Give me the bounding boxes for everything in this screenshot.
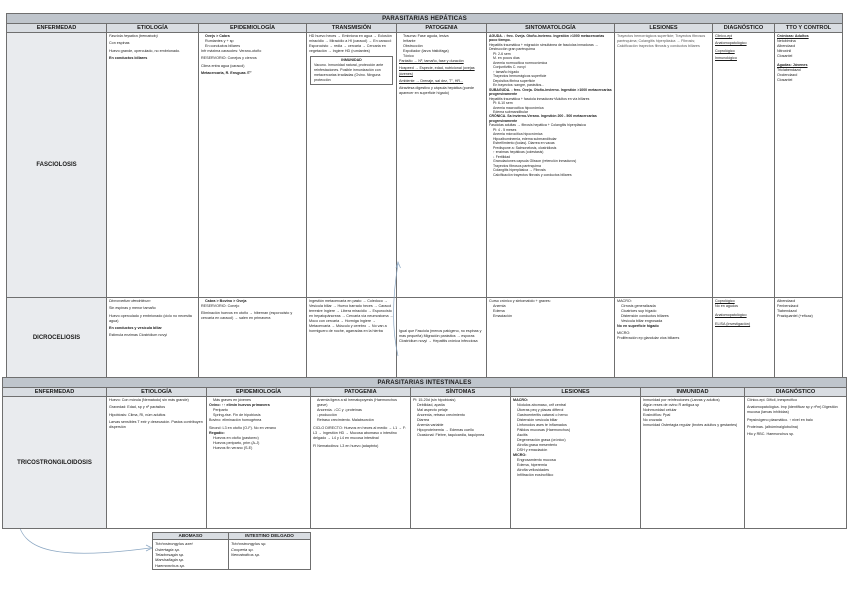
abomaso-species <box>153 540 229 570</box>
list-item: • ↑ enzimas hepáticas (colestasis) <box>493 150 612 154</box>
text-line: Dicrocoelium dendriticum <box>109 299 151 303</box>
list-item: • Distensión conductos biliares <box>621 314 710 319</box>
col-sintomas: SÍNTOMAS <box>411 388 511 397</box>
col-tto: TTO Y CONTROL <box>775 24 843 33</box>
text-line: Huevo: Con mórula (Nematodo) sin más grande) <box>109 398 189 402</box>
list-item: • Obstrucción <box>403 44 484 49</box>
list-item: • Cirrosis generalizada <box>621 304 710 309</box>
list-item: • Predispone a: Salmonelosis, clostridiosis <box>493 146 612 150</box>
text-line: Huevo grande, operculado, no embrionado. <box>109 48 181 53</box>
text-line: RESERVORIO: Conejos y ciervos <box>201 56 257 61</box>
patogenia-cell <box>311 397 411 529</box>
text-line: Coprológico <box>715 48 735 53</box>
text-line: Hto y RBC. Haemonchus sp. <box>747 432 795 437</box>
list-item: • En conductos biliares <box>205 44 304 49</box>
col-epidemiologia: EPIDEMIOLOGÍA <box>207 388 311 397</box>
list-item: • Anemia macrocítica hipocrómica <box>493 106 612 110</box>
list-item: • Tóxico <box>403 54 484 59</box>
text-line: Pl: 15-20d (sin hipobiosis) <box>413 398 456 402</box>
list-item: • Edema <box>493 309 612 314</box>
text-line: Huevo operculado y embrionado (ciclo no necesita agua) <box>109 313 192 323</box>
inmunidad-title: INMUNIDAD <box>341 58 362 63</box>
list-item: • Anorexia, retraso crecimiento <box>417 413 508 418</box>
text-line: Trayectos hemorrágicos superficie; Trayectos fibrosos parénquima; Colangitis hiperplásica → Fibrosis; Calcificación trayectos fibrosis y conductos biliares <box>617 34 706 49</box>
list-item: • ↑ tamaño hígado <box>493 70 612 74</box>
table-row <box>3 397 847 529</box>
inmunidad-cell <box>641 397 745 529</box>
col-patogenia: PATOGENIA <box>311 388 411 397</box>
text-line: MACRO: <box>617 299 632 303</box>
list-item: • M. en pocos días <box>493 56 612 60</box>
list-item: • Periparto <box>213 408 308 413</box>
text-line: Albendazol <box>777 299 796 303</box>
text-line: Inmunidad por reinfecciones (Larvas y adultos) <box>643 398 720 402</box>
patogenia-cell <box>397 33 487 298</box>
text-line: Parásito → Nº, tamaño, fase y duración <box>399 59 464 64</box>
text-line: Inmunidad Ostertagia regular (brotes adultos y gestantes) <box>643 423 738 428</box>
intestinal-title: PARASITARIAS INTESTINALES <box>3 378 847 388</box>
list-item: • ↓producción <box>317 413 408 418</box>
list-item: • Anemia ligera a sil hematopoyesis (Haemonchus grave) <box>317 398 408 408</box>
table-row <box>7 298 843 378</box>
hepatic-title: PARASITARIAS HEPÁTICAS <box>7 14 843 24</box>
text-line: Pepsinógeno plasmático. ↑ nivel en balo <box>747 417 813 422</box>
list-item: • Trayectos fibrosos parénquima <box>493 164 612 168</box>
text-line: RESERVORIO: Conejo <box>201 304 240 309</box>
text-line: No en agudos <box>715 304 738 309</box>
text-line: Anatomopatológica. Imp (identificar sp y nºm) Digestión mucosa (larvas inhibidas) <box>747 405 838 415</box>
list-item: • Cicatrices sup hígado <box>621 309 710 314</box>
text-line: Praziquantel (+eficaz) <box>777 314 813 319</box>
text-line: Atravlesa digestivo y cápsula hepática (puede aparecer en superficie hígado) <box>399 86 475 96</box>
list-item: • Linfonodos ases te inflamados <box>517 423 638 428</box>
text-line: Closantel <box>777 54 793 59</box>
list-item: • Anemia microcítica hipocrómica <box>493 132 612 136</box>
transmision-cell <box>307 298 397 378</box>
text-line: Albendazol <box>777 44 796 49</box>
list-item: • Expoliador (larva histiófaga) <box>403 49 484 54</box>
tto-cell <box>775 298 843 378</box>
hepatic-table <box>6 13 843 378</box>
text-line: Eliminación huevos en otoño → hibernan (esporocisto y cercaria en caracol) → salen en primavera <box>201 311 293 321</box>
lesiones-cell <box>511 397 641 529</box>
etiologia-cell <box>107 397 207 529</box>
text-line: Proteínas. (albúmina/globulina) <box>747 425 799 430</box>
text-line: Curso crónico y sintomatolo + graves: <box>489 299 551 303</box>
species-item: Marshallagia sp. <box>155 557 185 563</box>
text-line: Proliferación ep glandular ctos biliares <box>617 336 680 341</box>
col-diagnostico: DIAGNÓSTICO <box>745 388 847 397</box>
list-item: • Úlceras peq y placas difteroi <box>517 408 638 413</box>
list-item: • Ascitis <box>517 433 638 438</box>
col-inmunidad: INMUNIDAD <box>641 388 745 397</box>
patogenia-cell <box>397 298 487 378</box>
diagnostico-cell <box>713 298 775 378</box>
disease-name: FASCIOLOSIS <box>7 33 107 298</box>
list-item: • Debilidad, apatía <box>417 403 508 408</box>
list-item: • Trauma: Fase aguda, lesiva <box>403 34 484 39</box>
text-line: Hepatitis traumática + migración simultánea de fasciolas inmaduras → Destrucción gran parénquima <box>489 42 599 52</box>
diagnostico-cell <box>713 33 775 298</box>
text-line: Fasciola hepatica (trematodo) <box>109 34 158 38</box>
list-item: • Pl: 4 - 5 meses <box>493 128 612 132</box>
list-item: • Nódulos abomaso, orif central <box>517 403 638 408</box>
list-item: • Estreñimiento (todas). Diarrea en vacas <box>493 141 612 145</box>
col-etiologia: ETIOLOGÍA <box>107 388 207 397</box>
tto-cell <box>775 33 843 298</box>
list-item: • Ovejs > Cabra <box>205 34 304 39</box>
lesiones-cell <box>615 33 713 298</box>
table-row <box>7 33 843 298</box>
list-item: • Engrosamiento mucosa <box>517 458 638 463</box>
epidemiologia-cell <box>199 298 307 378</box>
list-item: • Anemia variable <box>417 423 508 428</box>
epidemiologia-cell <box>207 397 311 529</box>
text-line: FI Nematodirus: L3 en huevo (adaptnto) <box>313 443 379 448</box>
text-line: Ambiente → Drenaje, sal dez, T°, HR... <box>399 78 464 83</box>
col-diagnostico: DIAGNÓSTICO <box>713 24 775 33</box>
text-line: Triclabendazol <box>777 68 801 73</box>
list-item: • Más graves en jóvenes <box>213 398 308 403</box>
diagnostico-cell <box>745 397 847 529</box>
species-item: Ostertagia sp. <box>155 546 180 552</box>
text-line: Fasciolas adultas → fibrosis hepática + Colangitis hiperplásica <box>489 123 586 128</box>
text-line: Tiabendazol <box>777 309 797 314</box>
text-line: Sinond: L3 en otoño (O-F). No en verano <box>209 426 277 431</box>
text-line: Algún reses de ovino R antigua sp <box>643 403 700 408</box>
species-item: Nematodirus sp. <box>231 551 261 557</box>
text-line: Clinico-epi <box>715 34 733 38</box>
text-line: Larvas sensibles T extr y desecación. Pastos contribuyen dispersión <box>109 419 203 430</box>
list-item: • DSH y emaciación <box>517 448 638 453</box>
text-line: Closantel <box>777 78 793 83</box>
list-item: • Distensión vesícula biliar <box>517 418 638 423</box>
list-item: • Trayectos hemorrágicos superficie <box>493 74 612 78</box>
col-abomaso: ABOMASO <box>153 533 229 540</box>
list-item: • Degeneración grasa (crónico) <box>517 438 638 443</box>
text-line: En conductos biliares <box>109 55 148 60</box>
list-item: • Rumiantes y + sp <box>205 39 304 44</box>
species-item: Trichostrongylus axei <box>155 541 193 547</box>
list-item: • Spring-rise. Fin de hipobiosis <box>213 413 308 418</box>
intestino-species <box>229 540 311 570</box>
list-item: • Irritante <box>403 39 484 44</box>
species-item: Teladorsagia sp. <box>155 551 185 557</box>
list-item: • Calcificación trayectos fibrosis y conductos biliares <box>493 173 612 177</box>
list-item: • Hipoproteinemia → Edemas cuello <box>417 428 508 433</box>
list-item: • Pl: 6-10 sem <box>493 101 612 105</box>
text-line: En conductos y vesícula biliar <box>109 326 162 331</box>
sintomas-cell <box>411 397 511 529</box>
text-line: Netobimina <box>777 39 796 44</box>
col-intestino-delgado: INTESTINO DELGADO <box>229 533 311 540</box>
text-line: No en superficie hígado <box>617 324 659 329</box>
list-item: • En trayectos: sangre, parásitos... <box>493 83 612 87</box>
col-lesiones: LESIONES <box>615 24 713 33</box>
list-item: • Cabra > Bovino > Oveja <box>205 299 304 304</box>
list-item: • Atrofia vellosidades <box>517 468 638 473</box>
col-patogenia: PATOGENIA <box>397 24 487 33</box>
text-line: Hipobiosis: Clima, RI, núm adultos <box>109 412 166 417</box>
text-line: Regadío: <box>209 431 225 436</box>
list-item: • Anorexia. ↓CC y ↓proteínas <box>317 408 408 413</box>
list-item: • Huevos periparto, prim (A-J) <box>213 441 308 446</box>
list-item: • Conjuntivitis C. novyi <box>493 65 612 69</box>
text-line: Nitroxinil <box>777 49 792 54</box>
sintomatologia-cell <box>487 33 615 298</box>
list-item: • Pálidos mucosas (Haemonchus) <box>517 428 638 433</box>
epidemiologia-cell <box>199 33 307 298</box>
col-sintomatologia: SINTOMATOLOGÍA <box>487 24 615 33</box>
text-line: Metacercaria, R. Ensguas /T° <box>201 71 252 76</box>
text-line: Hospeed → Especie, edad, nutricional (ovejas jóvenes) <box>399 66 475 76</box>
text-line: CRÓNICA. Sa invierno-Verano. Ingestión 200 - 500 metacercarias progresivamente <box>489 114 597 123</box>
list-item: • ↓ Fertilidad <box>493 155 612 159</box>
text-line: AGUDA. ↓ frec. Oveja. Otoño-invierno. Ingestión >1000 metacercarias poco tiempo. <box>489 34 605 43</box>
text-line: Ovino: ↑↑ elimin huevos primavera <box>209 403 270 408</box>
text-line: Oxclendazol <box>777 73 798 78</box>
text-line: MICRO: <box>617 331 631 336</box>
text-line: Ingestión metacercaria en pasto → Coledoco → Vesícula biliar → Huevo barrado heces → Caracol terrestre Ingiere → Libera miracidio → Esporocisto en hepatopáncreas → Cercaria vía neumostoma → Moco con cercaria → Hormiga Ingiere → Metacercaria → Músculo y cerebro → No van a hormiguero de noche, agarradas en la hierba <box>309 299 394 334</box>
col-enfermedad: ENFERMEDAD <box>3 388 107 397</box>
col-epidemiologia: EPIDEMIOLOGÍA <box>199 24 307 33</box>
text-line: Anatomopatológico <box>715 41 747 46</box>
text-line: MACRO: <box>513 398 529 402</box>
list-item: • Hipoalbuminemia, edema submandibular <box>493 137 612 141</box>
text-line: Hepatitis traumática + fasciola inmaduras+Adultos en vía biliares <box>489 96 590 101</box>
transmision-cell <box>307 33 397 298</box>
species-item: Haemonchus sp. <box>155 562 186 568</box>
text-line: Infr máxima caracoles: Verano-otoño <box>201 49 262 54</box>
list-item: • Emaciación <box>493 314 612 319</box>
list-item: • Pl: 2-6 sem <box>493 52 612 56</box>
species-table <box>152 532 311 570</box>
text-line: Estimula enzimas Clostridium novyi <box>109 333 167 338</box>
list-item: • Gastroenteritis catarral o hemo <box>517 413 638 418</box>
col-enfermedad: ENFERMEDAD <box>7 24 107 33</box>
text-line: Inmunológico <box>715 55 737 60</box>
list-item: • Atrofia grasa mesenterio <box>517 443 638 448</box>
list-item: • Edema, hiperemia <box>517 463 638 468</box>
text-line: ELISA (investigación) <box>715 322 751 327</box>
list-item: • Granulaciones capsula Glisson (retención inmaduros) <box>493 159 612 163</box>
disease-name: TRICOSTRONGILOIDOSIS <box>3 397 107 529</box>
list-item: • Mal aspecto pelaje <box>417 408 508 413</box>
text-line: No cruzada <box>643 418 662 423</box>
col-lesiones: LESIONES <box>511 388 641 397</box>
text-line: Bovino: eliminación homogénea <box>209 418 262 423</box>
inmunidad-text: Vacuno. Inmunidad natural, protección ante reinfestaciones. Posible inmunización con metacercarias irradiadas (Ovino. Ninguna protección <box>314 63 384 82</box>
list-item: • Retraso crecimiento. Malabsorción <box>317 418 408 423</box>
etiologia-cell <box>107 298 199 378</box>
list-item: • Huevos fin verano (S-E) <box>213 446 308 451</box>
list-item: • Edema submandibular <box>493 110 612 114</box>
text-line: Clima entra agua (caracol) <box>201 63 245 68</box>
text-line: Anatomopatológico <box>715 313 747 318</box>
text-line: Nolnmunidad celular <box>643 408 677 413</box>
list-item: • Infiltración eosinofílico <box>517 473 638 478</box>
list-item: • Diarrea <box>417 418 508 423</box>
text-line: Gravedad: Edad, sp y nº parásitos <box>109 405 166 410</box>
text-line: HD huevo heces → Embriona en agua → Eclosión miracidio → Miracidio a HI (caracol) → En caracol: Esporocisto → redia → cercaria → Cercaria en vegetación → Ingiere HD (rumiantes) <box>309 34 392 54</box>
etiologia-cell <box>107 33 199 298</box>
col-transmision: TRANSMISIÓN <box>307 24 397 33</box>
text-line: CICLO DIRECTO: Huevos en heces al medio → L1 → F: L3 → Ingestión HD → Mucosa abomaso o intestino delgado → L4 y L4 en mucosa intestinal <box>313 426 407 441</box>
inmunidad-box <box>310 56 393 84</box>
sintomatologia-cell <box>487 298 615 378</box>
text-line: MICRO: <box>513 453 527 458</box>
col-etiologia: ETIOLOGÍA <box>107 24 199 33</box>
text-line: Coprológico <box>715 299 735 303</box>
list-item: • Anemia normocítica normocrómica <box>493 61 612 65</box>
text-line: Agudas: Jóvenes <box>777 63 808 68</box>
list-item: • Ocasional: Fiebre, taquicardia, taquipnea <box>417 433 508 438</box>
list-item: • Colangitis hiperplásica → Fibrosis <box>493 168 612 172</box>
list-item: • Anemia <box>493 304 612 309</box>
list-item: • Depósitos fibrina superficie <box>493 79 612 83</box>
disease-name: DICROCELIOSIS <box>7 298 107 378</box>
text-line: Con espinas <box>109 41 130 46</box>
intestinal-table <box>2 377 847 529</box>
lesiones-cell <box>615 298 713 378</box>
text-line: Igual que Fasciola (menos patógeno, no espinas y mas pequeña) Migración parásitos → esporas Clostridium novyi → Hepatitis crónica infecciosa <box>399 328 482 343</box>
text-line: SUBAGUDA. ↓ frec. Oveja. Otoño-invierno. Ingestión >1000 metacercarias progresivamente <box>489 87 612 97</box>
text-line: Clínico-epi. Difícil, inespecífico <box>747 398 798 402</box>
text-line: Fenbendazol <box>777 304 799 309</box>
species-item: Trichostrongylus sp. <box>231 541 267 547</box>
list-item: • Huevos en otoño (pastoreo) <box>213 436 308 441</box>
text-line: Crónicas: Adultos <box>777 34 809 38</box>
species-item: Cooperia sp. <box>231 546 254 552</box>
text-line: Eosinófilos: Ppal <box>643 413 671 418</box>
list-item: • Vesícula biliar engrosada <box>621 319 710 324</box>
text-line: Sin espinas y menor tamaño <box>109 306 156 311</box>
